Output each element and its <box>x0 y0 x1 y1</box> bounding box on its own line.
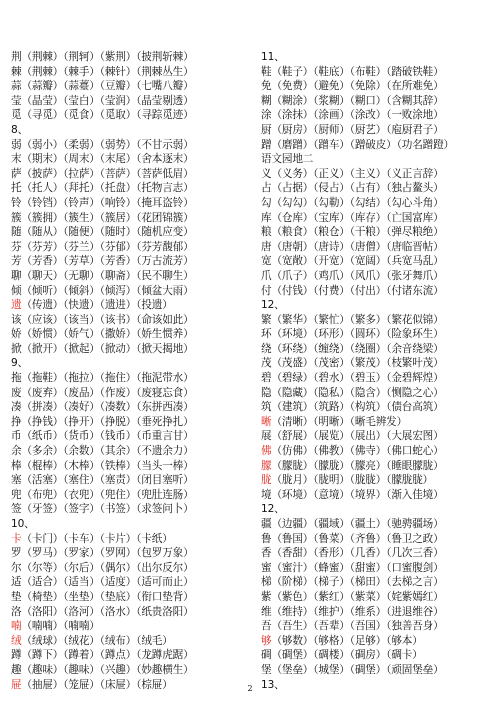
entry-character: 觅 <box>11 109 22 122</box>
vocab-entry <box>11 79 251 94</box>
vocab-entry <box>261 590 495 605</box>
entry-character: 梯 <box>261 576 272 589</box>
entry-words: （拖鞋）（拖拉）（拖住）（拖泥带水） <box>21 372 194 385</box>
entry-character: 屉 <box>11 678 22 691</box>
vocab-entry <box>11 488 251 503</box>
entry-words: （芬芳）（芬兰）（芬郁）（芬芳馥郁） <box>21 240 194 253</box>
entry-character: 维 <box>261 605 272 618</box>
right-column <box>261 50 495 692</box>
entry-words: （香甜）（香形）（几香）（几次三香） <box>271 547 444 560</box>
vocab-entry <box>261 181 495 196</box>
vocab-entry <box>11 240 251 255</box>
vocab-entry <box>261 546 495 561</box>
entry-character: 掀 <box>11 342 22 355</box>
entry-words: （够数）（够格）（足够）（够本） <box>271 634 423 647</box>
section-heading <box>261 152 495 167</box>
vocab-entry <box>261 284 495 299</box>
vocab-entry <box>261 254 495 269</box>
entry-character: 弱 <box>11 138 22 151</box>
entry-character: 晰 <box>261 415 272 428</box>
heading-text: 10、 <box>11 518 35 530</box>
entry-words: （蜜汁）（蜂蜜）（甜蜜）（口蜜腹剑） <box>271 561 444 574</box>
entry-words: （荆棘）（棘手）（棘针）（荆棘丛生） <box>21 65 194 78</box>
entry-words: （繁华）（繁忙）（繁多）（繁花似锦） <box>271 313 444 326</box>
entry-words: （占据）（侵占）（占有）（独占鳌头） <box>271 182 444 195</box>
entry-character: 芬 <box>11 240 22 253</box>
entry-character: 繁 <box>261 313 272 326</box>
section-heading <box>261 50 495 65</box>
entry-character: 棒 <box>11 459 22 472</box>
entry-character: 宽 <box>261 255 272 268</box>
entry-character: 爪 <box>261 269 272 282</box>
entry-words: （维持）（维护）（维系）（进退维谷） <box>271 605 444 618</box>
vocab-entry <box>261 327 495 342</box>
entry-words: （堡垒）（城堡）（碉堡）（顽固堡垒） <box>271 663 444 676</box>
entry-words: （挣钱）（挣开）（挣脱）（垂死挣扎） <box>21 415 194 428</box>
vocab-entry <box>11 65 251 80</box>
entry-words: （聊天）（无聊）（聊斋）（民不聊生） <box>21 269 194 282</box>
vocab-entry <box>261 240 495 255</box>
entry-words: （碉堡）（碉楼）（碉房）（碉卡） <box>271 649 423 662</box>
section-heading <box>11 517 251 532</box>
entry-words: （废弃）（废品）（作废）（废寝忘食） <box>21 386 194 399</box>
section-heading <box>261 502 495 517</box>
vocab-entry <box>261 211 495 226</box>
vocab-entry <box>261 619 495 634</box>
section-heading <box>261 298 495 313</box>
vocab-entry <box>11 152 251 167</box>
entry-character: 境 <box>261 488 272 501</box>
entry-character: 绒 <box>11 634 22 647</box>
entry-character: 堡 <box>261 663 272 676</box>
entry-character: 勾 <box>261 196 272 209</box>
entry-character: 隐 <box>261 386 272 399</box>
vocab-entry <box>11 648 251 663</box>
entry-words: （传遗）（快遗）（遗进）（投遗） <box>21 299 173 312</box>
entry-words: （期末）（周末）（末尾）（舍本逐末） <box>21 153 194 166</box>
entry-character: 胧 <box>261 474 272 487</box>
vocab-entry <box>261 123 495 138</box>
vocab-entry <box>11 196 251 211</box>
entry-character: 垫 <box>11 590 22 603</box>
entry-character: 兜 <box>11 488 22 501</box>
vocab-entry <box>11 167 251 182</box>
vocab-entry <box>11 561 251 576</box>
vocab-entry <box>261 488 495 503</box>
entry-character: 厨 <box>261 123 272 136</box>
vocab-entry <box>11 371 251 386</box>
vocab-entry <box>261 444 495 459</box>
entry-words: （胧月）（胧明）（胧胧）（朦胧胧） <box>271 474 434 487</box>
entry-words: （绒球）（绒花）（绒布）（绒毛） <box>21 634 173 647</box>
entry-character: 余 <box>11 445 22 458</box>
vocab-entry <box>261 94 495 109</box>
entry-words: （粮食）（粮仓）（干粮）（弹尽粮绝） <box>271 226 444 239</box>
entry-words: （娇惯）（娇气）（撒娇）（娇生惯养） <box>21 328 194 341</box>
entry-character: 棘 <box>11 65 22 78</box>
entry-character: 碧 <box>261 372 272 385</box>
entry-words: （活塞）（塞住）（塞责）（闭目塞听） <box>21 474 194 487</box>
entry-character: 洛 <box>11 605 22 618</box>
entry-character: 粮 <box>261 226 272 239</box>
entry-words: （铃铛）（铃声）（响铃）（掩耳盗铃） <box>21 196 194 209</box>
vocab-entry <box>11 546 251 561</box>
entry-character: 荆 <box>11 51 22 63</box>
entry-words: （清晰）（明晰）（晰毛辨发） <box>271 415 408 428</box>
entry-character: 芳 <box>11 255 22 268</box>
entry-character: 签 <box>11 503 22 516</box>
entry-character: 涂 <box>261 109 272 122</box>
entry-words: （趣味）（趣味）（兴趣）（妙趣横生） <box>21 663 194 676</box>
vocab-entry <box>11 50 251 65</box>
entry-words: （簇拥）（簇生）（簇居）（花团锦簇） <box>21 211 194 224</box>
vocab-entry <box>11 634 251 649</box>
entry-words: （纸币）（货币）（钱币）（币重言甘） <box>21 430 194 443</box>
vocab-entry <box>261 313 495 328</box>
entry-character: 茂 <box>261 357 272 370</box>
vocab-entry <box>261 634 495 649</box>
entry-character: 蹭 <box>261 138 272 151</box>
vocab-entry <box>11 313 251 328</box>
vocab-entry <box>261 532 495 547</box>
entry-words: （建筑）（筑路）（构筑）（债台高筑） <box>271 401 444 414</box>
entry-character: 罗 <box>11 547 22 560</box>
entry-character: 尔 <box>11 561 22 574</box>
entry-character: 趣 <box>11 663 22 676</box>
entry-words: （紫色）（紫红）（紫菜）（姹紫嫣红） <box>271 590 444 603</box>
entry-words: （多余）（余数）（其余）（不遗余力） <box>21 445 194 458</box>
vocab-entry <box>11 298 251 313</box>
entry-words: （义务）（正义）（主义）（义正言辞） <box>271 167 444 180</box>
entry-words: （爪子）（鸡爪）（风爪）（张牙舞爪） <box>271 269 444 282</box>
entry-character: 绕 <box>261 342 272 355</box>
vocab-entry <box>261 415 495 430</box>
entry-words: （罗马）（罗家）（罗网）（包罗万象） <box>21 547 194 560</box>
vocab-entry <box>11 284 251 299</box>
entry-character: 佛 <box>261 445 272 458</box>
entry-words: （隐藏）（隐私）（隐含）（恻隐之心） <box>271 386 444 399</box>
entry-character: 义 <box>261 167 272 180</box>
entry-words: （勾勾）（勾勒）（勾结）（勾心斗角） <box>271 196 444 209</box>
entry-words: （尔等）（尔后）（偶尔）（出尔反尔） <box>21 561 194 574</box>
entry-words: （弱小）（柔弱）（弱势）（不甘示弱） <box>21 138 194 151</box>
vocab-entry <box>261 459 495 474</box>
entry-character: 凑 <box>11 401 22 414</box>
entry-character: 蜜 <box>261 561 272 574</box>
vocab-entry <box>11 400 251 415</box>
vocab-entry <box>261 371 495 386</box>
vocab-entry <box>261 561 495 576</box>
vocab-entry <box>11 327 251 342</box>
vocab-entry <box>261 517 495 532</box>
entry-character: 簇 <box>11 211 22 224</box>
entry-words: （晶莹）（莹白）（莹润）（晶莹剔透） <box>21 94 194 107</box>
vocab-entry <box>11 254 251 269</box>
entry-words: （茂盛）（茂密）（繁茂）（枝繁叶茂） <box>271 357 444 370</box>
entry-character: 拖 <box>11 372 22 385</box>
entry-words: （寻觅）（觅食）（觅取）（寻踪觅迹） <box>21 109 194 122</box>
vocab-entry <box>11 473 251 488</box>
entry-words: （边疆）（疆域）（疆土）（驰骋疆场） <box>271 518 444 530</box>
vocab-entry <box>261 269 495 284</box>
vocab-entry <box>11 532 251 547</box>
entry-words: （棍棒）（木棒）（铁棒）（当头一棒） <box>21 459 194 472</box>
entry-character: 倾 <box>11 284 22 297</box>
entry-character: 吾 <box>261 620 272 633</box>
entry-words: （仿佛）（佛教）（佛寺）（佛口蛇心） <box>271 445 444 458</box>
entry-words: （付钱）（付费）（付出）（付诸东流） <box>271 284 444 297</box>
entry-words: （鞋子）（鞋底）（布鞋）（踏破铁鞋） <box>271 65 444 78</box>
entry-character: 废 <box>11 386 22 399</box>
entry-words: （随从）（随便）（随时）（随机应变） <box>21 226 194 239</box>
entry-words: （鲁国）（鲁菜）（齐鲁）（鲁卫之政） <box>271 532 444 545</box>
vocab-entry <box>11 619 251 634</box>
entry-words: （布兜）（衣兜）（兜住）（兜肚连肠） <box>21 488 194 501</box>
vocab-entry <box>11 342 251 357</box>
entry-character: 铃 <box>11 196 22 209</box>
vocab-entry <box>261 138 495 153</box>
left-column <box>11 50 251 692</box>
entry-words: （抽屉）（笼屉）（床屉）（棕屉） <box>21 678 173 691</box>
entry-words: （牙签）（签字）（书签）（求签问卜） <box>21 503 194 516</box>
entry-words: （环境）（意境）（境界）（渐入佳境） <box>271 488 444 501</box>
vocab-entry <box>261 167 495 182</box>
vocab-entry <box>11 386 251 401</box>
vocab-entry <box>261 342 495 357</box>
vocab-entry <box>261 108 495 123</box>
vocab-entry <box>11 269 251 284</box>
section-heading <box>11 123 251 138</box>
entry-words: （磨蹭）（蹭车）（蹭破皮）（功名蹭蹬） <box>271 138 454 151</box>
entry-words: （倾听）（倾斜）（倾泻）（倾盆大雨） <box>21 284 194 297</box>
vocab-entry <box>11 415 251 430</box>
entry-character: 香 <box>261 547 272 560</box>
entry-words: （适合）（适当）（适度）（适可而止） <box>21 576 194 589</box>
entry-words: （朦胧）（朦胧）（朦亮）（睡眼朦胧） <box>271 459 444 472</box>
vocab-entry <box>261 648 495 663</box>
vocab-entry <box>261 65 495 80</box>
heading-text: 12、 <box>261 299 285 312</box>
entry-character: 展 <box>261 430 272 443</box>
vocab-entry <box>11 444 251 459</box>
entry-words: （阶梯）（梯子）（梯田）（去梯之言） <box>271 576 444 589</box>
entry-character: 够 <box>261 634 272 647</box>
entry-character: 筑 <box>261 401 272 414</box>
entry-character: 聊 <box>11 269 22 282</box>
vocab-entry <box>11 211 251 226</box>
entry-character: 莹 <box>11 94 22 107</box>
entry-character: 萨 <box>11 167 22 180</box>
entry-character: 挣 <box>11 415 22 428</box>
entry-character: 朦 <box>261 459 272 472</box>
entry-character: 末 <box>11 153 22 166</box>
entry-words: （托人）（拜托）（托盘）（托物言志） <box>21 182 194 195</box>
vocab-entry <box>11 181 251 196</box>
entry-words: （糊涂）（浆糊）（糊口）（含糊其辞） <box>271 94 444 107</box>
heading-text: 语文园地二 <box>261 153 314 166</box>
vocab-entry <box>261 225 495 240</box>
entry-words: （宽敞）（开宽）（宽阔）（兵宽马乱） <box>271 255 444 268</box>
vocab-entry <box>11 94 251 109</box>
entry-character: 库 <box>261 211 272 224</box>
vocab-entry <box>261 663 495 678</box>
entry-character: 紫 <box>261 590 272 603</box>
vocab-entry <box>11 502 251 517</box>
vocab-entry <box>11 605 251 620</box>
entry-words: （卡门）（卡车）（卡片）（卡纸） <box>21 532 173 545</box>
entry-character: 鞋 <box>261 65 272 78</box>
vocab-entry <box>261 79 495 94</box>
vocab-entry <box>11 108 251 123</box>
entry-words: （披萨）（拉萨）（菩萨）（菩萨低眉） <box>21 167 194 180</box>
entry-words: （掀开）（掀起）（掀动）（掀天揭地） <box>21 342 194 355</box>
vocab-entry <box>261 429 495 444</box>
vocab-entry <box>11 590 251 605</box>
entry-words: （舒展）（展览）（展出）（大展宏图） <box>271 430 444 443</box>
entry-words: （仓库）（宝库）（库存）（亡国富库） <box>271 211 444 224</box>
entry-words: （环绕）（缠绕）（绕圈）（余音绕梁） <box>271 342 444 355</box>
vocab-entry <box>261 386 495 401</box>
vocab-entry <box>261 196 495 211</box>
section-heading <box>11 356 251 371</box>
entry-character: 占 <box>261 182 272 195</box>
entry-character: 遗 <box>11 299 22 312</box>
entry-character: 鲁 <box>261 532 272 545</box>
entry-words: （涂抹）（涂画）（涂改）（一败涂地） <box>271 109 444 122</box>
entry-words: （拼凑）（凑好）（凑数）（东拼西凑） <box>21 401 194 414</box>
entry-words: （芳香）（芳草）（芳香）（万古流芳） <box>21 255 194 268</box>
entry-words: （椅垫）（坐垫）（垫底）（衔口垫背） <box>21 590 194 603</box>
entry-character: 币 <box>11 430 22 443</box>
entry-character: 糊 <box>261 94 272 107</box>
entry-character: 付 <box>261 284 272 297</box>
heading-text: 11、 <box>261 51 285 63</box>
vocab-entry <box>261 575 495 590</box>
entry-character: 该 <box>11 313 22 326</box>
entry-words: （应该）（该当）（该书）（命该如此） <box>21 313 194 326</box>
vocab-entry <box>11 575 251 590</box>
entry-character: 卡 <box>11 532 22 545</box>
vocab-entry <box>11 138 251 153</box>
entry-character: 蒜 <box>11 80 22 93</box>
entry-words: （荆棘）（荆轲）（紫荆）（披荆斩棘） <box>21 51 194 63</box>
vocab-entry <box>11 459 251 474</box>
entry-character: 免 <box>261 80 272 93</box>
entry-words: （蒜瓣）（蒜薹）（豆瓣）（七嘴八瓣） <box>21 80 194 93</box>
entry-character: 随 <box>11 226 22 239</box>
heading-text: 12、 <box>261 503 285 516</box>
entry-words: （蹲下）（蹲着）（蹲点）（龙蹲虎踞） <box>21 649 194 662</box>
heading-text: 13、 <box>261 678 285 691</box>
entry-words: （碧绿）（碧水）（碧玉）（金碧辉煌） <box>271 372 444 385</box>
entry-words: （免费）（避免）（免除）（在所难免） <box>271 80 444 93</box>
vocab-entry <box>11 225 251 240</box>
entry-words: （吾生）（吾辈）（吾国）（独善吾身） <box>271 620 444 633</box>
entry-character: 环 <box>261 328 272 341</box>
entry-character: 塞 <box>11 474 22 487</box>
vocab-entry <box>261 356 495 371</box>
entry-character: 娇 <box>11 328 22 341</box>
heading-text: 9、 <box>11 357 29 370</box>
entry-character: 蹲 <box>11 649 22 662</box>
vocab-entry <box>261 400 495 415</box>
entry-character: 喃 <box>11 620 22 633</box>
entry-words: （环境）（环形）（圆环）（险象环生） <box>271 328 444 341</box>
vocab-entry <box>261 605 495 620</box>
vocab-entry <box>261 473 495 488</box>
heading-text: 8、 <box>11 123 29 136</box>
entry-words: （喃喃）（喃喃） <box>21 620 100 633</box>
entry-character: 适 <box>11 576 22 589</box>
vocab-entry <box>11 663 251 678</box>
entry-character: 唐 <box>261 240 272 253</box>
entry-words: （洛阳）（洛河）（洛水）（纸贵洛阳） <box>21 605 194 618</box>
vocab-entry <box>11 429 251 444</box>
entry-character: 疆 <box>261 518 272 530</box>
entry-character: 托 <box>11 182 22 195</box>
page-number: 2 <box>247 684 253 693</box>
entry-character: 碉 <box>261 649 272 662</box>
entry-words: （唐朝）（唐诗）（唐僧）（唐临晋帖） <box>271 240 444 253</box>
entry-words: （厨房）（厨师）（厨艺）（庖厨君子） <box>271 123 444 136</box>
